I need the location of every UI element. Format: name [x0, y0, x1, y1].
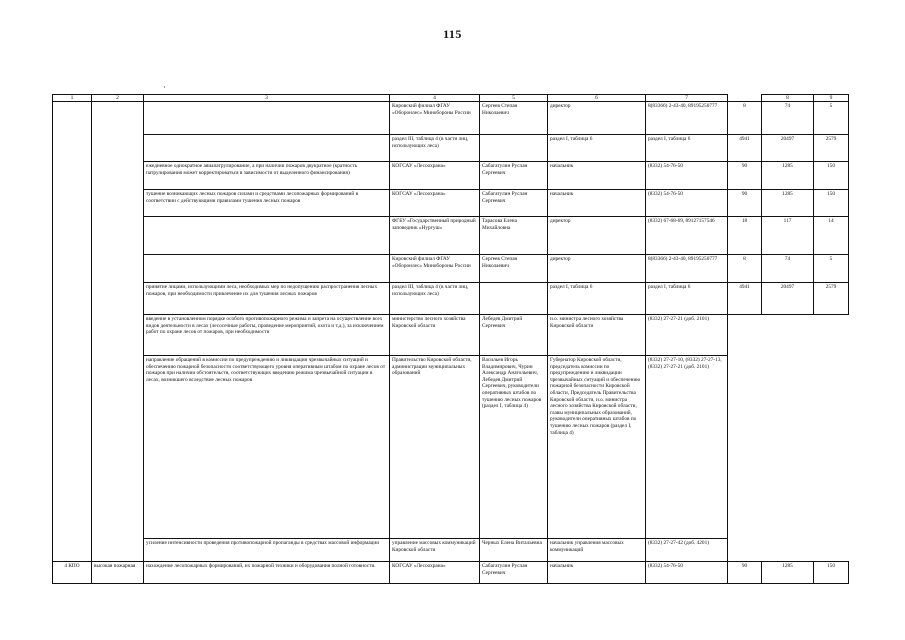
col-header-blank [728, 95, 762, 102]
cell-organization: КОГСАУ «Лесоохрана» [390, 162, 480, 190]
cell-staff: 90 [728, 562, 762, 584]
cell-measure [144, 102, 390, 135]
cell-person: Лебедев Дмитрий Сергеевич [480, 315, 548, 356]
table-row [53, 217, 849, 255]
cell-organization: раздел III, таблица 4 (в части лиц, использующих леса) [390, 283, 480, 315]
cell-level-code: 4 КПО [53, 562, 92, 584]
stray-mark: · [163, 82, 166, 92]
cell-equipment: 1285 [762, 190, 814, 217]
cell-position: начальник [548, 162, 646, 190]
table-row [53, 135, 849, 162]
cell-staff: 90 [728, 190, 762, 217]
cell-organization: Кировский филиал ФГАУ «Оборонлес» Минобороны России [390, 102, 480, 135]
cell-phone: (8332) 54-76-50 [646, 190, 728, 217]
cell-empty [728, 315, 849, 356]
cell-measure: усиление интенсивности проведения противопожарной пропаганды в средствах массовой информации [144, 539, 390, 562]
cell-level-name: высокая пожарная [92, 562, 144, 584]
cell-empty [728, 356, 849, 539]
col-header: 1 [53, 95, 92, 102]
table-row [53, 283, 849, 315]
cell-phone: раздел I, таблица 6 [646, 135, 728, 162]
table-row [53, 315, 849, 356]
cell-organization: ФГБУ «Государственный природный заповедник «Нургуш» [390, 217, 480, 255]
cell-col1 [53, 102, 92, 562]
cell-organization: министерство лесного хозяйства Кировской области [390, 315, 480, 356]
cell-staff: 4941 [728, 135, 762, 162]
cell-measure: принятие лицами, использующими леса, необходимых мер по недопущению распространения лесных пожаров, при необходимости привлечение их для тушения лесных пожаров [144, 283, 390, 315]
cell-units: 150 [814, 190, 849, 217]
cell-equipment: 74 [762, 255, 814, 283]
cell-position: раздел I, таблица 6 [548, 135, 646, 162]
cell-measure [144, 217, 390, 255]
col-header: 6 [548, 95, 646, 102]
cell-organization: КОГСАУ «Лесоохрана» [390, 562, 480, 584]
cell-person: Черных Елена Витальевна [480, 539, 548, 562]
cell-organization: Правительство Кировской области, администрации муниципальных образований [390, 356, 480, 539]
cell-position: Губернатор Кировской области, председатель комиссии по предупреждению и ликвидации чрезвычайных ситуаций и обеспечению пожарной безопасности Кировской области, Председатель Правительства Кировской области, и.о. министра лесного хозяйства Кировской области, главы муниципальных образований, руководители оперативных штабов по тушению лесных пожаров (раздел I, таблица 4) [548, 356, 646, 539]
document-table [52, 94, 849, 584]
cell-units: 5 [814, 255, 849, 283]
cell-equipment: 1285 [762, 162, 814, 190]
cell-position: директор [548, 102, 646, 135]
page-number: 115 [443, 27, 462, 41]
cell-equipment: 1285 [762, 562, 814, 584]
cell-person: Сабагатулин Руслан Сергеевич [480, 562, 548, 584]
col-header: 9 [814, 95, 849, 102]
col-header: 4 [390, 95, 480, 102]
col-header: 5 [480, 95, 548, 102]
col-header: 2 [92, 95, 144, 102]
cell-phone: 8(83366) 2-43-40, 89195250777 [646, 102, 728, 135]
cell-organization: управление массовых коммуникаций Кировской области [390, 539, 480, 562]
cell-person: Тарасова Елена Михайловна [480, 217, 548, 255]
cell-equipment: 117 [762, 217, 814, 255]
cell-measure [144, 135, 390, 162]
cell-phone: раздел I, таблица 6 [646, 283, 728, 315]
cell-phone: (8332) 54-76-50 [646, 162, 728, 190]
cell-measure: направление обращений в комиссии по предупреждению и ликвидации чрезвычайных ситуаций и обеспечению пожарной безопасности соответствующего уровня оперативным штабом по охране лесов от пожаров при наличии обстоятельств, соответствующих введению режима чрезвычайной ситуации в лесах, возникшего вследствие лесных пожаров [144, 356, 390, 539]
cell-position: начальник управления массовых коммуникаций [548, 539, 646, 562]
cell-units: 2579 [814, 283, 849, 315]
table-row [53, 356, 849, 539]
cell-person [480, 135, 548, 162]
cell-position: директор [548, 217, 646, 255]
cell-position: и.о. министра лесного хозяйства Кировской области [548, 315, 646, 356]
cell-person: Сергеев Степан Николаевич [480, 102, 548, 135]
cell-person: Сабагатулин Руслан Сергеевич [480, 190, 548, 217]
cell-organization: КОГСАУ «Лесоохрана» [390, 190, 480, 217]
cell-measure: нахождение лесопожарных формирований, их пожарной техники и оборудования полной готовности. [144, 562, 390, 584]
cell-phone: 8(83366) 2-43-40, 89195250777 [646, 255, 728, 283]
table-row [53, 255, 849, 283]
cell-person [480, 283, 548, 315]
table-row [53, 539, 849, 562]
cell-staff: 8 [728, 102, 762, 135]
cell-phone: (8332) 27-27-42 (доб. 4201) [646, 539, 728, 562]
table-row [53, 102, 849, 135]
table-row [53, 162, 849, 190]
cell-units: 150 [814, 162, 849, 190]
cell-position: начальник [548, 562, 646, 584]
cell-units: 150 [814, 562, 849, 584]
cell-person: Сергеев Степан Николаевич [480, 255, 548, 283]
cell-col2 [92, 102, 144, 562]
cell-measure: ежедневное однократное авиапатрулирование, а при наличии пожаров двукратное (кратность патрулирования может корректироваться в зависимости от выделенного финансирования) [144, 162, 390, 190]
cell-equipment: 74 [762, 102, 814, 135]
col-header: 8 [762, 95, 814, 102]
table-row [53, 562, 849, 584]
col-header: 3 [144, 95, 390, 102]
cell-measure: тушение возникающих лесных пожаров силами и средствами лесопожарных формирований в соответствии с действующими правилами тушения лесных пожаров [144, 190, 390, 217]
cell-person: Васильев Игорь Владимирович, Чурин Александр Анатольевич, Лебедев Дмитрий Сергеевич, руководители оперативных штабов по тушению лесных пожаров (раздел I, таблица 4) [480, 356, 548, 539]
cell-person: Сабагатулин Руслан Сергеевич [480, 162, 548, 190]
cell-staff: 90 [728, 162, 762, 190]
cell-position: раздел I, таблица 6 [548, 283, 646, 315]
cell-staff: 4941 [728, 283, 762, 315]
col-header: 7 [646, 95, 728, 102]
table-row [53, 190, 849, 217]
cell-measure [144, 255, 390, 283]
cell-organization: раздел III, таблица 4 (в части лиц, использующих леса) [390, 135, 480, 162]
cell-empty [728, 539, 849, 562]
cell-equipment: 20497 [762, 135, 814, 162]
cell-phone: (8332) 54-76-50 [646, 562, 728, 584]
cell-phone: (8332) 27-27-10, (8332) 27-27-13, (8332) 27-27-21 (доб. 2101) [646, 356, 728, 539]
cell-phone: (8332) 67-68-69, 89127157546 [646, 217, 728, 255]
cell-phone: (8332) 27-27-21 (доб. 2101) [646, 315, 728, 356]
cell-position: директор [548, 255, 646, 283]
cell-organization: Кировский филиал ФГАУ «Оборонлес» Минобороны России [390, 255, 480, 283]
cell-units: 5 [814, 102, 849, 135]
header-row [53, 95, 849, 102]
cell-units: 14 [814, 217, 849, 255]
cell-position: начальник [548, 190, 646, 217]
cell-equipment: 20497 [762, 283, 814, 315]
cell-staff: 8 [728, 255, 762, 283]
cell-staff: 18 [728, 217, 762, 255]
cell-measure: введение в установленном порядке особого противопожарного режима и запрета на осуществление всех видов деятельности в лесах (лесосечные работы, проведение мероприятий, охота и т.д.), за исключением работ по охране лесов от пожаров, при необходимости [144, 315, 390, 356]
cell-units: 2579 [814, 135, 849, 162]
